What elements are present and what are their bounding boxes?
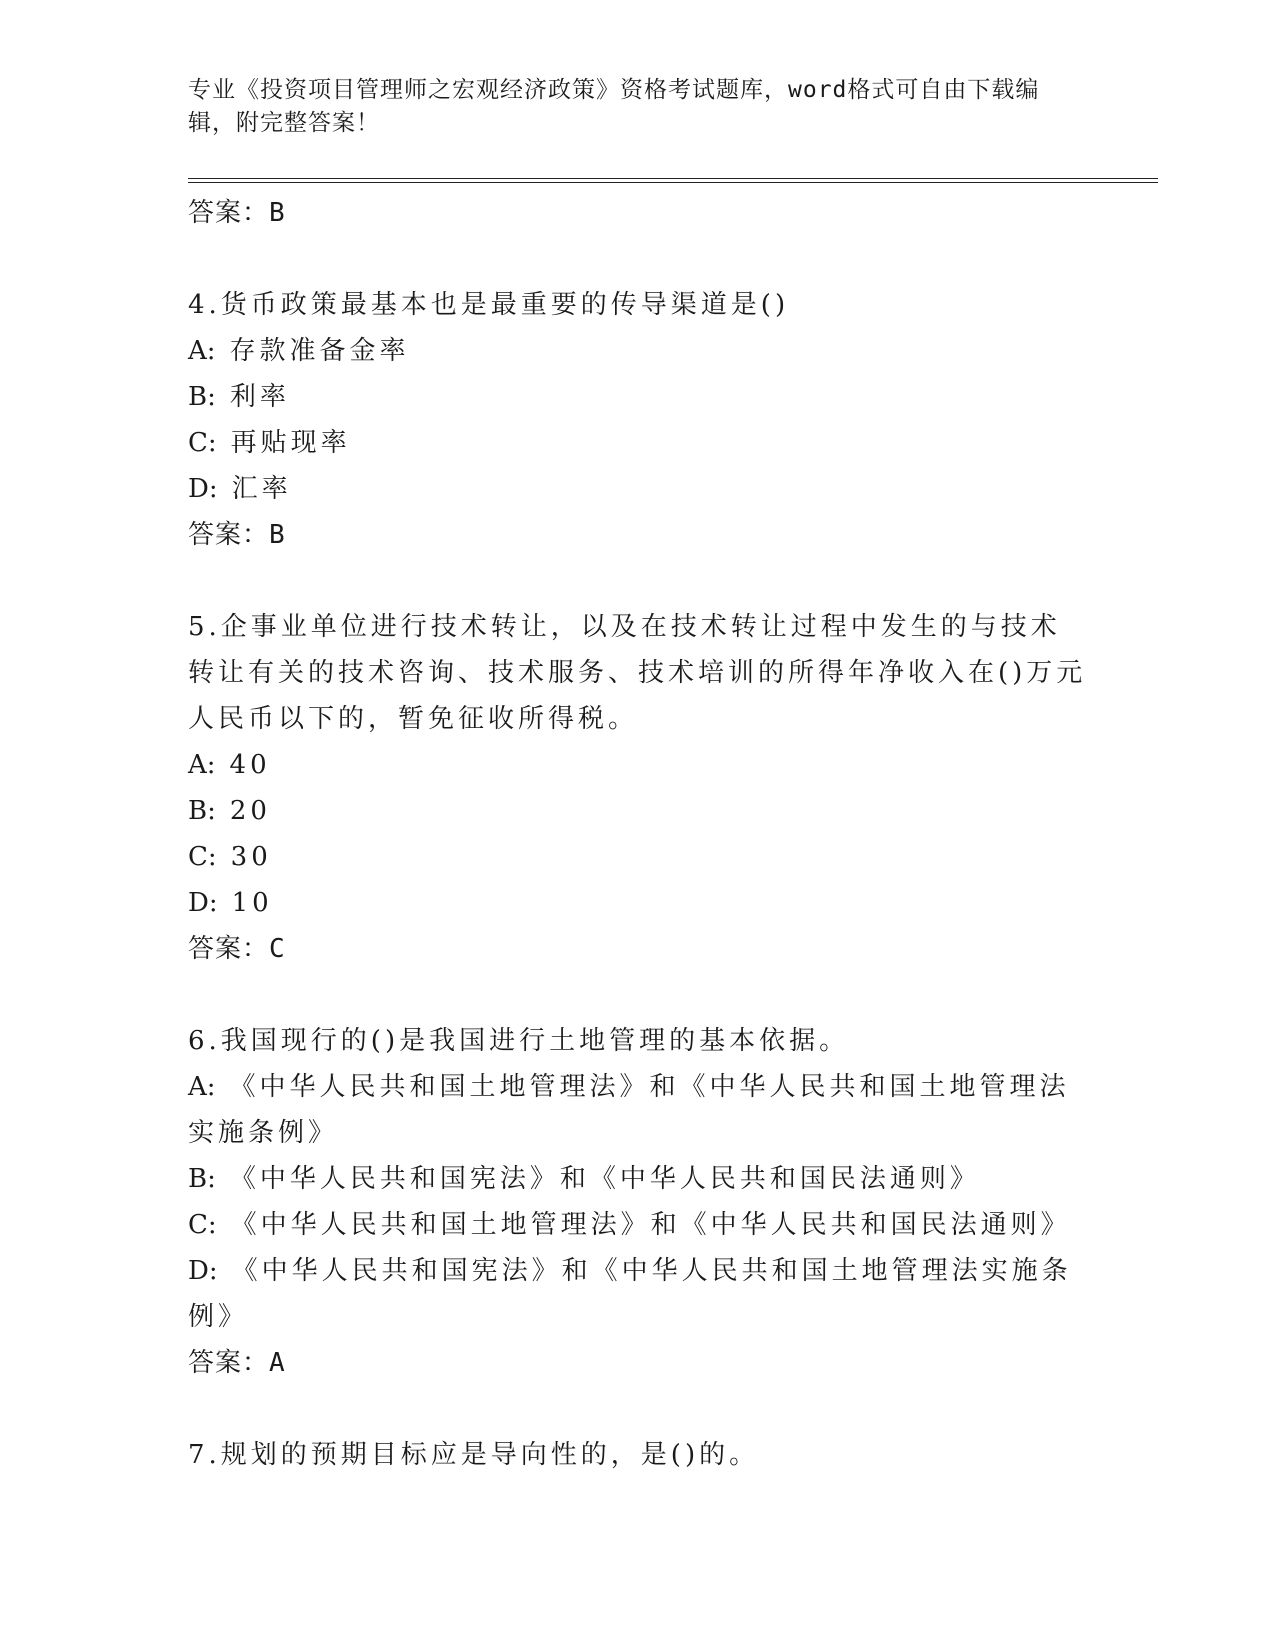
option-letter: C: [188, 428, 217, 458]
option-letter: A: [188, 336, 216, 366]
question-stem: 4.货币政策最基本也是最重要的传导渠道是() [188, 290, 790, 320]
option-d [188, 1248, 1088, 1340]
option-a [188, 1064, 1088, 1156]
option-c [188, 420, 1088, 466]
option-c [188, 1202, 1088, 1248]
answer-label: 答案： [188, 1348, 270, 1378]
option-text: 利率 [229, 382, 290, 412]
answer-label: 答案： [188, 934, 270, 964]
question-stem: 5.企事业单位进行技术转让，以及在技术转让过程中发生的与技术转让有关的技术咨询、技术服务、技术培训的所得年净收入在()万元人民币以下的，暂免征收所得税。 [188, 612, 1087, 734]
option-letter: B: [188, 1164, 216, 1194]
option-letter: A: [188, 750, 216, 780]
option-text: 《中华人民共和国宪法》和《中华人民共和国民法通则》 [229, 1164, 980, 1194]
option-b [188, 788, 1088, 834]
answer-label: 答案： [188, 520, 270, 550]
option-a [188, 328, 1088, 374]
option-text: 再贴现率 [230, 428, 351, 458]
answer-value: B [269, 520, 286, 550]
option-text: 存款准备金率 [229, 336, 410, 366]
page-header: 专业《投资项目管理师之宏观经济政策》资格考试题库，word格式可自由下载编辑，附完整答案！ [188, 77, 1040, 136]
answer-line [188, 512, 1088, 558]
option-letter: B: [188, 796, 216, 826]
option-text: 30 [230, 842, 272, 872]
option-letter: A: [188, 1072, 216, 1102]
header-rule [188, 178, 1158, 183]
answer-line [188, 1340, 1088, 1386]
option-text: 《中华人民共和国土地管理法》和《中华人民共和国民法通则》 [230, 1210, 1071, 1240]
option-a [188, 742, 1088, 788]
option-d [188, 466, 1088, 512]
option-letter: D: [188, 1256, 218, 1286]
question-block [188, 1432, 1088, 1478]
answer-value: A [269, 1348, 286, 1378]
option-d [188, 880, 1088, 926]
question-block [188, 604, 1088, 972]
question-stem: 6.我国现行的()是我国进行土地管理的基本依据。 [188, 1026, 850, 1056]
question-block [188, 282, 1088, 558]
option-letter: D: [188, 474, 218, 504]
answer-line [188, 190, 1088, 236]
option-b [188, 374, 1088, 420]
question-list [188, 190, 1088, 1478]
option-letter: D: [188, 888, 218, 918]
option-text: 20 [229, 796, 271, 826]
question-block [188, 1018, 1088, 1386]
option-letter: C: [188, 842, 217, 872]
answer-line [188, 926, 1088, 972]
answer-value: C [269, 934, 286, 964]
option-text: 汇率 [231, 474, 292, 504]
option-text: 《中华人民共和国土地管理法》和《中华人民共和国土地管理法实施条例》 [188, 1072, 1070, 1148]
option-c [188, 834, 1088, 880]
answer-value: B [269, 198, 286, 228]
question-stem: 7.规划的预期目标应是导向性的，是()的。 [188, 1440, 760, 1470]
option-text: 《中华人民共和国宪法》和《中华人民共和国土地管理法实施条例》 [188, 1256, 1072, 1332]
answer-label: 答案： [188, 198, 270, 228]
option-b [188, 1156, 1088, 1202]
option-letter: B: [188, 382, 216, 412]
option-letter: C: [188, 1210, 217, 1240]
option-text: 40 [229, 750, 271, 780]
option-text: 10 [231, 888, 273, 918]
